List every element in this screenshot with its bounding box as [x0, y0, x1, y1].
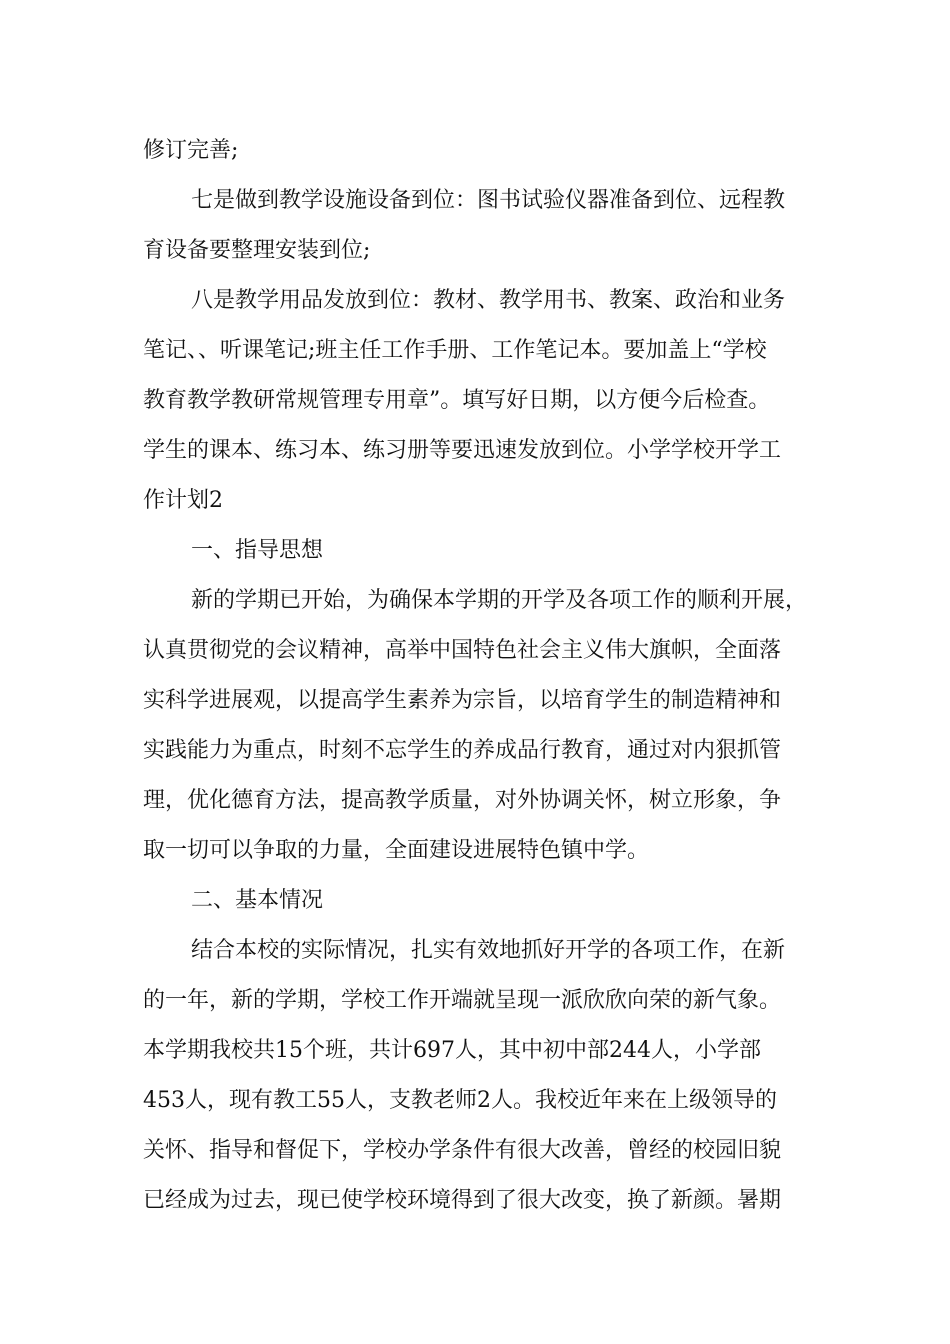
section-heading: 二、基本情况 [191, 888, 324, 913]
text-line: 育设备要整理安装到位; [143, 238, 371, 263]
text-line: 教育教学教研常规管理专用章”。填写好日期，以方便今后检查。 [143, 388, 771, 413]
text-line: 学生的课本、练习本、练习册等要迅速发放到位。小学学校开学工 [143, 438, 782, 463]
text-line: 453人，现有教工55人，支教老师2人。我校近年来在上级领导的 [143, 1088, 777, 1113]
text-line: 作计划2 [143, 488, 223, 513]
text-line: 修订完善; [143, 138, 239, 163]
text-line: 取一切可以争取的力量，全面建设进展特色镇中学。 [143, 838, 650, 863]
text-line: 新的学期已开始，为确保本学期的开学及各项工作的顺利开展， [191, 588, 808, 613]
text-line: 已经成为过去，现已使学校环境得到了很大改变，换了新颜。暑期 [143, 1188, 782, 1213]
text-line: 七是做到教学设施设备到位：图书试验仪器准备到位、远程教 [191, 188, 786, 213]
text-line: 的一年，新的学期，学校工作开端就呈现一派欣欣向荣的新气象。 [143, 988, 782, 1013]
text-line: 笔记、、听课笔记;班主任工作手册、工作笔记本。要加盖上“学校 [143, 338, 767, 363]
section-heading: 一、指导思想 [191, 538, 324, 563]
text-line: 实科学进展观，以提高学生素养为宗旨，以培育学生的制造精神和 [143, 688, 782, 713]
text-line: 实践能力为重点，时刻不忘学生的养成品行教育，通过对内狠抓管 [143, 738, 782, 763]
text-line: 关怀、指导和督促下，学校办学条件有很大改善，曾经的校园旧貌 [143, 1138, 782, 1163]
text-line: 理，优化德育方法，提高教学质量，对外协调关怀，树立形象，争 [143, 788, 782, 813]
text-line: 认真贯彻党的会议精神，高举中国特色社会主义伟大旗帜，全面落 [143, 638, 782, 663]
text-line: 八是教学用品发放到位：教材、教学用书、教案、政治和业务 [191, 288, 786, 313]
text-line: 结合本校的实际情况，扎实有效地抓好开学的各项工作，在新 [191, 938, 786, 963]
text-line: 本学期我校共15个班，共计697人，其中初中部244人，小学部 [143, 1038, 761, 1063]
